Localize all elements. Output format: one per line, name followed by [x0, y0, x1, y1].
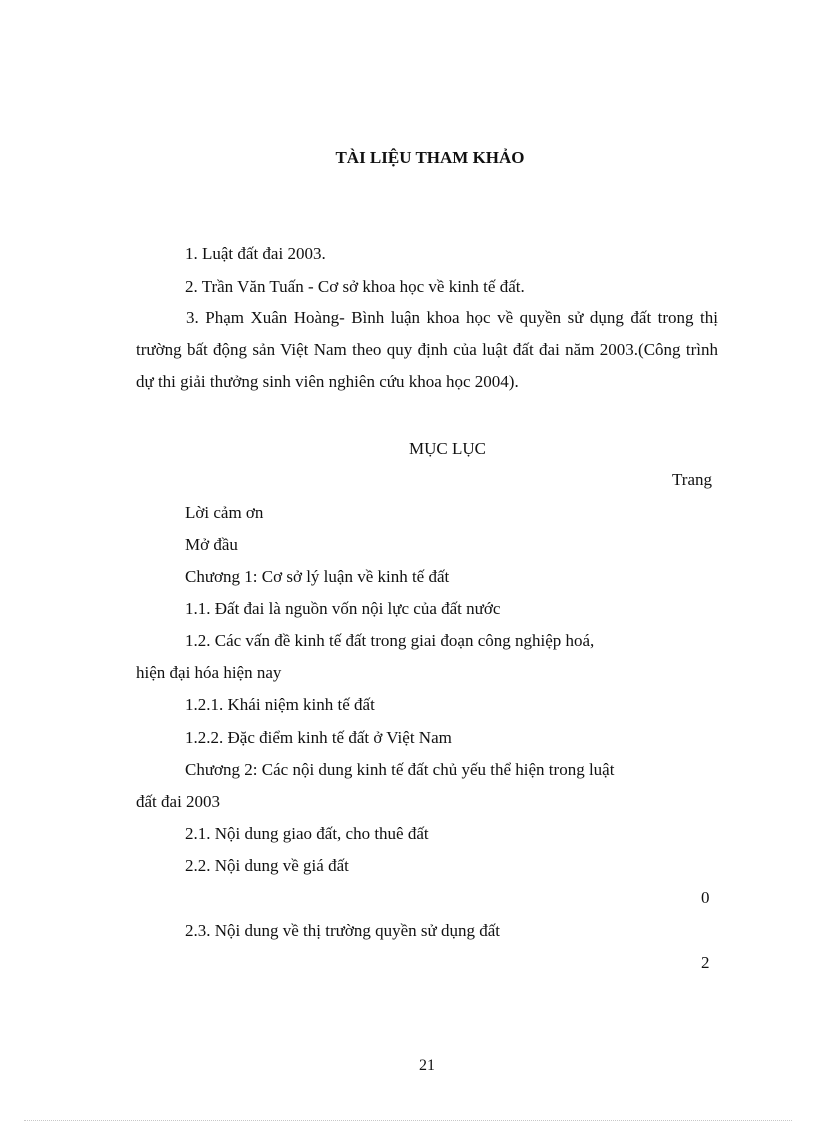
- page-number: 21: [419, 1057, 435, 1074]
- reference-item-2: 2. Trần Văn Tuấn - Cơ sở khoa học về kinh tế đất.: [185, 277, 525, 296]
- reference-item-1: 1. Luật đất đai 2003.: [185, 244, 326, 263]
- toc-entry: Mở đầu: [185, 535, 238, 554]
- toc-entry: Lời cảm ơn: [185, 503, 264, 522]
- toc-entry: Chương 1: Cơ sở lý luận về kinh tế đất: [185, 567, 450, 586]
- reference-item-3: 3. Phạm Xuân Hoàng- Bình luận khoa học về quyền sử dụng đất trong thị trường bất động sản Việt Nam theo quy định của luật đất đai năm 2003.(Công trình dự thi giải thưởng sinh viên nghiên cứu khoa học 2004).: [136, 308, 718, 391]
- toc-entry-continuation: hiện đại hóa hiện nay: [136, 663, 282, 682]
- toc-entry: 1.2. Các vấn đề kinh tế đất trong giai đoạn công nghiệp hoá,: [185, 631, 595, 650]
- toc-page-number: 0: [701, 888, 710, 907]
- toc-entry: 1.2.2. Đặc điểm kinh tế đất ở Việt Nam: [185, 728, 452, 747]
- toc-entry: 2.3. Nội dung về thị trường quyền sử dụng đất: [185, 921, 500, 940]
- toc-entry: 2.1. Nội dung giao đất, cho thuê đất: [185, 824, 429, 843]
- toc-page-column-label: Trang: [672, 470, 712, 489]
- toc-entry: Chương 2: Các nội dung kinh tế đất chủ yếu thể hiện trong luật: [185, 760, 615, 779]
- toc-page-number: 2: [701, 953, 710, 972]
- references-title: TÀI LIỆU THAM KHẢO: [335, 148, 525, 167]
- page-bottom-rule: [24, 1120, 792, 1121]
- toc-entry: 1.1. Đất đai là nguồn vốn nội lực của đất nước: [185, 599, 501, 618]
- toc-entry: 1.2.1. Khái niệm kinh tế đất: [185, 695, 375, 714]
- toc-title: MỤC LỤC: [409, 439, 486, 458]
- toc-entry: 2.2. Nội dung về giá đất: [185, 856, 349, 875]
- toc-entry-continuation: đất đai 2003: [136, 792, 221, 811]
